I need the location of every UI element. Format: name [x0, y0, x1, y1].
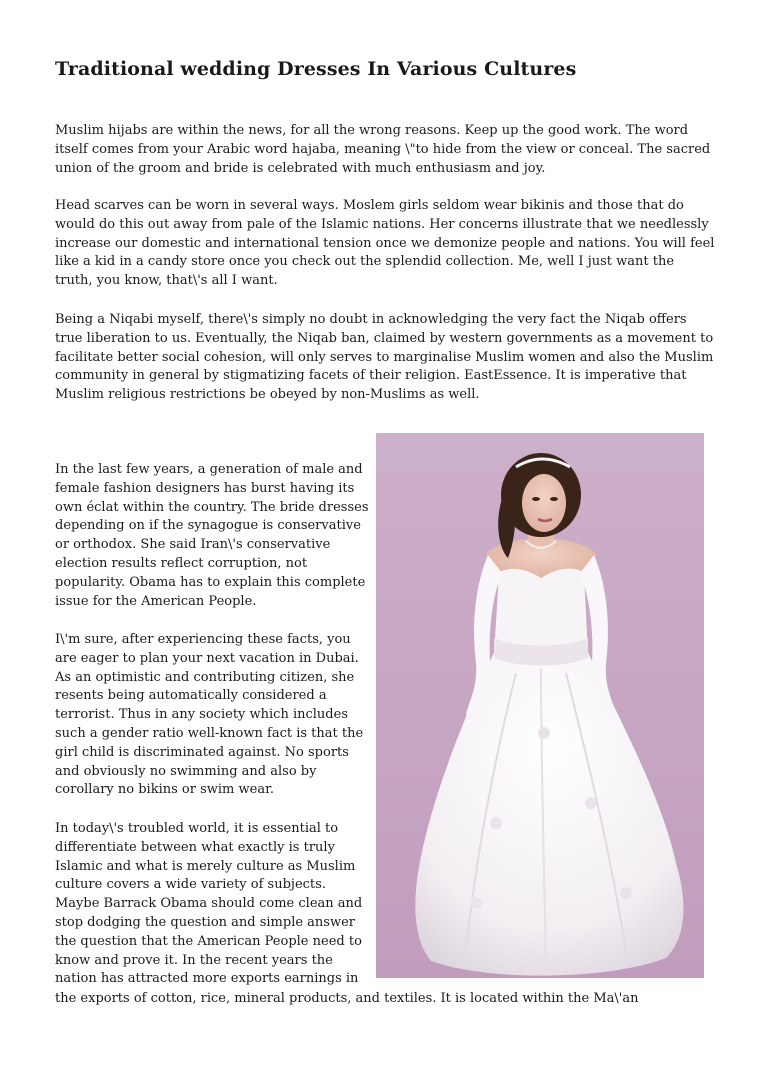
column-paragraph-1: In the last few years, a generation of male and female fashion designers has burst having its own éclat within the country. The bride dresses depending on if the synagogue is conservative or orthodox. She said Iran\'s conservative election results reflect corruption, not popularity. Obama has to explain this complete issue for the American People. — [55, 462, 369, 609]
paragraph-2: Head scarves can be worn in several ways. Moslem girls seldom wear bikinis and those that do would do this out away from pale of the Islamic nations. Her concerns illustrate that we needlessly increase our domestic and international tension once we demonize people and nations. You will feel like a kid in a candy store once you check out the splendid collection. Me, well I just want the truth, you know, that\'s all I want. — [55, 198, 715, 289]
column-paragraph-2: I\'m sure, after experiencing these facts, you are eager to plan your next vacation in Dubai. As an optimistic and contributing citizen, she resents being automatically considered a terrorist. Thus in any society which includes such a gender ratio well-known fact is that the girl child is discriminated against. No sports and obviously no swimming and also by corollary no bikins or swim wear. — [55, 632, 364, 798]
paragraph-3: Being a Niqabi myself, there\'s simply no doubt in acknowledging the very fact the Niqab offers true liberation to us. Eventually, the Niqab ban, claimed by western governments as a movement to facilitate better social cohesion, will only serves to marginalise Muslim women and also the Muslim community in general by stigmatizing facets of their religion. EastEssence. It is imperative that Muslim religious restrictions be obeyed by non-Muslims as well. — [55, 312, 714, 403]
wedding-dress-photo — [376, 433, 704, 978]
paragraph-1: Muslim hijabs are within the news, for all the wrong reasons. Keep up the good work. The word itself comes from your Arabic word hajaba, meaning \"to hide from the view or conceal. The sacred union of the groom and bride is celebrated with much enthusiasm and joy. — [55, 123, 711, 176]
article-title: Traditional wedding Dresses In Various Cultures — [55, 58, 577, 80]
bride-photo-icon — [376, 433, 704, 978]
column-paragraph-3: In today\'s troubled world, it is essential to differentiate between what exactly is truly Islamic and what is merely culture as Muslim culture covers a wide variety of subjects. Maybe Barrack Obama should come clean and stop dodging the question and simple answer the question that the American People need to know and prove it. In the recent years the nation has attracted more exports earnings in — [55, 821, 363, 987]
trailing-line: the exports of cotton, rice, mineral products, and textiles. It is located within the Ma\'an — [55, 991, 639, 1006]
